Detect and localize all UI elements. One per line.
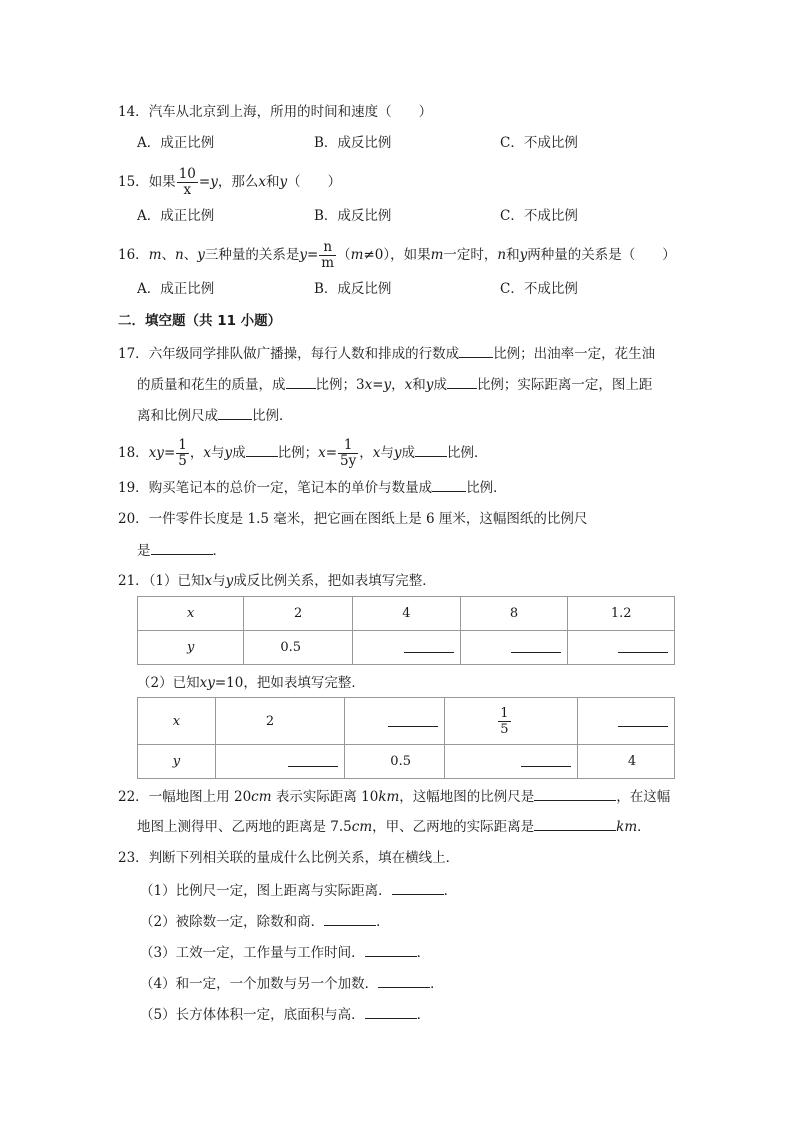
var: xy: [148, 445, 164, 461]
text: ．: [416, 1007, 431, 1023]
text: （: [337, 247, 351, 263]
table-cell: y: [138, 631, 244, 665]
table-cell: 2: [244, 597, 353, 631]
option-a: A．成正比例: [137, 135, 215, 151]
text: 地图上测得甲、乙两地的距离是 7.5: [137, 819, 352, 835]
option-a: A．成正比例: [137, 281, 215, 297]
answer-blank[interactable]: [392, 880, 444, 895]
answer-blank[interactable]: [511, 638, 561, 653]
table-cell-blank[interactable]: [568, 631, 675, 665]
question-20: [118, 509, 587, 529]
table-cell: 8: [460, 597, 568, 631]
question-20-line2: [137, 540, 226, 561]
text: （4）和一定，一个加数与另一个加数．: [140, 976, 379, 992]
option-b: B．成反比例: [314, 135, 392, 151]
text: ．: [212, 543, 226, 559]
text: 是: [137, 543, 151, 559]
var: x: [364, 377, 373, 393]
fraction: [176, 438, 189, 469]
unit: cm: [251, 789, 272, 805]
answer-blank[interactable]: [246, 442, 278, 457]
var: x: [318, 445, 326, 461]
table-cell: 0.5: [345, 745, 445, 779]
question-15: [118, 167, 341, 198]
table-row-y: [138, 631, 675, 665]
text: （3）工效一定，工作量与工作时间．: [140, 945, 365, 961]
text: 成: [232, 445, 246, 461]
question-17-line2: [137, 374, 652, 395]
var: y: [210, 174, 218, 190]
question-number: 15．: [118, 174, 149, 190]
text: 比例．: [447, 445, 488, 461]
text: ，这幅地图的比例尺是: [399, 789, 535, 805]
text: ．: [443, 883, 458, 899]
answer-blank[interactable]: [378, 973, 430, 988]
text: 和: [265, 174, 280, 190]
unit: cm: [351, 819, 373, 835]
var: n: [175, 247, 184, 263]
text: ，甲、乙两地的实际距离是: [372, 819, 535, 835]
text: 和: [412, 377, 426, 393]
question-number: 21．: [118, 573, 149, 589]
sub-item: [140, 911, 390, 932]
text: （1）比例尺一定，图上距离与实际距离．: [140, 883, 392, 899]
text: 比例；实际距离一定，图上距: [476, 377, 653, 393]
text: （1）已知: [148, 573, 205, 589]
text: 比例．: [252, 408, 293, 424]
table-cell: 4: [577, 745, 674, 779]
answer-blank[interactable]: [534, 786, 616, 801]
question-16: [118, 240, 676, 271]
option-b: B．成反比例: [314, 208, 392, 224]
denominator: m: [321, 255, 335, 271]
question-21-part2: [137, 673, 365, 693]
text: 比例．: [466, 480, 507, 496]
text: 三种量的关系是: [204, 247, 300, 263]
text: 一定时，: [443, 247, 498, 263]
var: y: [279, 174, 288, 190]
answer-blank[interactable]: [151, 540, 213, 555]
question-22-line2: [137, 816, 651, 837]
numerator: 1: [178, 437, 187, 453]
unit: km: [616, 819, 638, 835]
question-number: 19．: [118, 480, 149, 496]
text: 与: [210, 445, 225, 461]
question-21: [118, 571, 436, 591]
answer-blank[interactable]: [459, 343, 493, 358]
text: =: [325, 445, 338, 461]
question-19: [118, 477, 507, 498]
sub-item: [140, 973, 444, 994]
answer-blank[interactable]: [324, 911, 376, 926]
numerator: 10: [178, 166, 196, 182]
section-heading: 二．填空题（共 11 小题）: [118, 313, 282, 329]
text: 成反比例关系，把如表填写完整．: [233, 573, 436, 589]
text: 离和比例尺成: [137, 408, 218, 424]
table-cell-blank[interactable]: [577, 698, 674, 745]
question-text: 汽车从北京到上海，所用的时间和速度（ ）: [148, 104, 433, 120]
text: 六年级同学排队做广播操，每行人数和排成的行数成: [148, 346, 460, 362]
var: m: [350, 247, 364, 263]
denominator: 5y: [340, 453, 357, 469]
text: 与: [212, 573, 226, 589]
text: 的质量和花生的质量，成: [137, 377, 286, 393]
option-c: C．不成比例: [500, 135, 578, 151]
fraction: [498, 706, 510, 737]
text: 和: [506, 247, 520, 263]
table-cell-blank[interactable]: [353, 631, 461, 665]
var: y: [383, 377, 392, 393]
text: ，: [359, 445, 373, 461]
sub-item: [140, 880, 457, 901]
answer-blank[interactable]: [286, 374, 316, 389]
answer-blank[interactable]: [618, 712, 668, 727]
text: ，那么: [217, 174, 259, 190]
var: y: [393, 445, 402, 461]
table-cell-blank[interactable]: [215, 745, 344, 779]
var: m: [430, 247, 444, 263]
text: 成: [401, 445, 416, 461]
question-number: 22．: [118, 789, 149, 805]
table-cell: x: [138, 597, 244, 631]
text: 购买笔记本的总价一定，笔记本的单价与数量成: [148, 480, 433, 496]
answer-blank[interactable]: [404, 638, 454, 653]
text: （2）被除数一定，除数和商．: [140, 914, 325, 930]
text: （5）长方体体积一定，底面积与高．: [140, 1007, 365, 1023]
question-number: 23．: [118, 850, 149, 866]
question-17-line3: [137, 405, 293, 426]
text: ，在这幅: [616, 789, 671, 805]
answer-blank[interactable]: [415, 442, 447, 457]
answer-blank[interactable]: [534, 816, 616, 831]
table-cell: x: [138, 698, 216, 745]
text: =: [372, 377, 384, 393]
table-cell-blank[interactable]: [460, 631, 568, 665]
text: 成: [433, 377, 447, 393]
answer-blank[interactable]: [218, 405, 252, 420]
var: y: [197, 247, 205, 263]
answer-blank[interactable]: [432, 477, 466, 492]
answer-blank[interactable]: [447, 374, 477, 389]
text: 比例；出油率一定，花生油: [493, 346, 656, 362]
denominator: x: [183, 182, 192, 198]
table-cell: y: [138, 745, 216, 779]
option-c: C．不成比例: [500, 208, 578, 224]
table-cell: 2: [215, 698, 344, 745]
text: 比例；3: [315, 377, 365, 393]
table-cell: 0.5: [244, 631, 353, 665]
table-cell: 4: [353, 597, 461, 631]
answer-blank[interactable]: [618, 638, 668, 653]
question-18: [118, 438, 488, 469]
text: =: [306, 247, 319, 263]
text: ≠0），如果: [363, 247, 431, 263]
text: 一件零件长度是 1.5 毫米，把它画在图纸上是 6 厘米，这幅图纸的比例尺: [148, 511, 588, 527]
fraction: [177, 167, 198, 198]
question-14: [118, 102, 432, 122]
option-b: B．成反比例: [314, 281, 392, 297]
var: y: [425, 377, 434, 393]
table-cell: [445, 698, 578, 745]
text: 表示实际距离 10: [271, 789, 379, 805]
answer-blank[interactable]: [365, 1004, 417, 1019]
text: 如果: [148, 174, 176, 190]
var: xy: [199, 675, 215, 691]
question-number: 18．: [118, 445, 149, 461]
text: 比例；: [277, 445, 319, 461]
question-22: [118, 786, 670, 807]
table-cell-blank[interactable]: [445, 745, 578, 779]
var: n: [497, 247, 507, 263]
option-a: A．成正比例: [137, 208, 215, 224]
option-c: C．不成比例: [500, 281, 578, 297]
question-number: 20．: [118, 511, 149, 527]
text: ．: [376, 914, 390, 930]
table-cell-blank[interactable]: [345, 698, 445, 745]
sub-item: [140, 1004, 430, 1025]
answer-blank[interactable]: [521, 752, 571, 767]
text: ．: [430, 976, 444, 992]
var: y: [519, 247, 528, 263]
text: 一幅地图上用 20: [148, 789, 252, 805]
answer-blank[interactable]: [388, 712, 438, 727]
var: x: [372, 445, 381, 461]
var: y: [225, 573, 234, 589]
question-number: 14．: [118, 104, 149, 120]
var: y: [299, 247, 307, 263]
text: （ ）: [287, 174, 342, 190]
text: =: [198, 174, 211, 190]
text: =10，把如表填写完整．: [214, 675, 365, 691]
numerator: 1: [338, 438, 358, 454]
table-row-x: [138, 698, 675, 745]
table-1: [137, 596, 675, 665]
var: m: [148, 247, 162, 263]
text: （2）已知: [137, 675, 200, 691]
text: ．: [416, 945, 431, 961]
denominator: 5: [500, 721, 509, 737]
table-cell: 1.2: [568, 597, 675, 631]
var: x: [204, 573, 213, 589]
unit: km: [378, 789, 400, 805]
text: 两种量的关系是（ ）: [527, 247, 676, 263]
sub-item: [140, 942, 430, 963]
var: x: [258, 174, 266, 190]
text: 、: [183, 247, 198, 263]
text: ，: [189, 445, 204, 461]
text: ．: [637, 819, 651, 835]
table-2: [137, 697, 675, 779]
question-23: [118, 848, 459, 868]
text: =: [163, 445, 176, 461]
denominator: 5: [178, 453, 187, 469]
question-number: 17．: [118, 346, 149, 362]
text: 判断下列相关联的量成什么比例关系，填在横线上．: [148, 850, 460, 866]
var: y: [224, 445, 233, 461]
fraction: [338, 438, 358, 469]
text: 与: [380, 445, 394, 461]
table-row-x: [138, 597, 675, 631]
table-row-y: [138, 745, 675, 779]
question-17: [118, 343, 655, 364]
var: x: [404, 377, 413, 393]
var: x: [203, 445, 211, 461]
text: ，: [391, 377, 405, 393]
numerator: n: [319, 240, 336, 256]
answer-blank[interactable]: [288, 752, 338, 767]
fraction: [319, 240, 336, 271]
numerator: 1: [500, 705, 509, 721]
text: 、: [161, 247, 175, 263]
answer-blank[interactable]: [365, 942, 417, 957]
question-number: 16．: [118, 247, 149, 263]
